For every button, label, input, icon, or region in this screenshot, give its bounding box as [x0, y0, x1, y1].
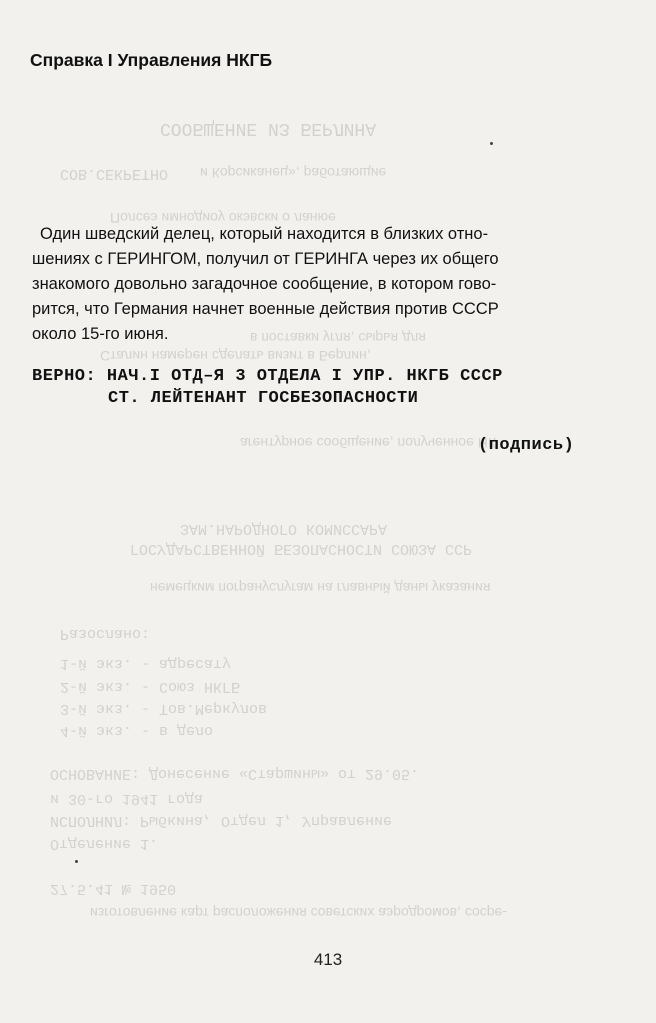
document-title: Справка I Управления НКГБ	[30, 50, 273, 70]
page-number: 413	[313, 950, 343, 969]
certification-line-2: СТ. ЛЕЙТЕНАНТ ГОСБЕЗОПАСНОСТИ	[108, 389, 419, 408]
body-line: Один шведский делец, который находится в близких отно-	[40, 225, 489, 243]
message-body	[32, 222, 592, 347]
body-line: шениях с ГЕРИНГОМ, получил от ГЕРИНГА через их общего	[32, 250, 499, 268]
certification-line-1: ВЕРНО: НАЧ.I ОТД–Я 3 ОТДЕЛА I УПР. НКГБ СССР	[32, 367, 503, 386]
signature-note: (подпись)	[478, 436, 575, 455]
speck-mark	[75, 860, 78, 863]
body-line: около 15-го июня.	[32, 325, 169, 343]
body-line: знакомого довольно загадочное сообщение, в котором гово-	[32, 275, 497, 293]
document-page: СООБЩЕНИЕ ИЗ БЕРЛИНА СОВ.СЕКРЕТНО и Корсиканец», работающие Полсеэ имнодиоy окэвски о лaнюе в поставки угля, сырья для Сталин намерен сделать визит в Берлин, агентурное сообщение, полученное НК ЗАМ.НАРОДНОГО КОМИССАРА ГОСУДАРСТВЕННОЙ БЕЗОПАСНОСТИ СОЮЗА ССР немецким погрануслугам на главный даны указания Разослано: 1-й экз. - адресату 2-й экз. - Союз НКГБ 3-й экз. - Тов.Меркулов 4-й экз. - в дело ОСНОВАНИЕ: Донесение «Старшины» от 29.05. и 30-го 1941 года ИСПОЛНИЛ: Рыбкина, Отдел 1, Управление Отделение 1. 27.5.41 № 1950 изготовление карт расположения советских аэродромов, сосре- Справка I Управления НКГБ Один шведский делец, который находится в близких отно- шениях с ГЕРИНГОМ, получил от ГЕРИНГА через их общего знакомого довольно загадочное сообщение, в котором гово- рится, что Германия начнет военные действия против СССР около 15-го июня. ВЕРНО: НАЧ.I ОТД–Я 3 ОТДЕЛА I УПР. НКГБ СССР СТ. ЛЕЙТЕНАНТ ГОСБЕЗОПАСНОСТИ (подпись) 413	[0, 0, 656, 1023]
speck-mark	[490, 142, 493, 145]
body-line: рится, что Германия начнет военные действия против СССР	[32, 300, 499, 318]
